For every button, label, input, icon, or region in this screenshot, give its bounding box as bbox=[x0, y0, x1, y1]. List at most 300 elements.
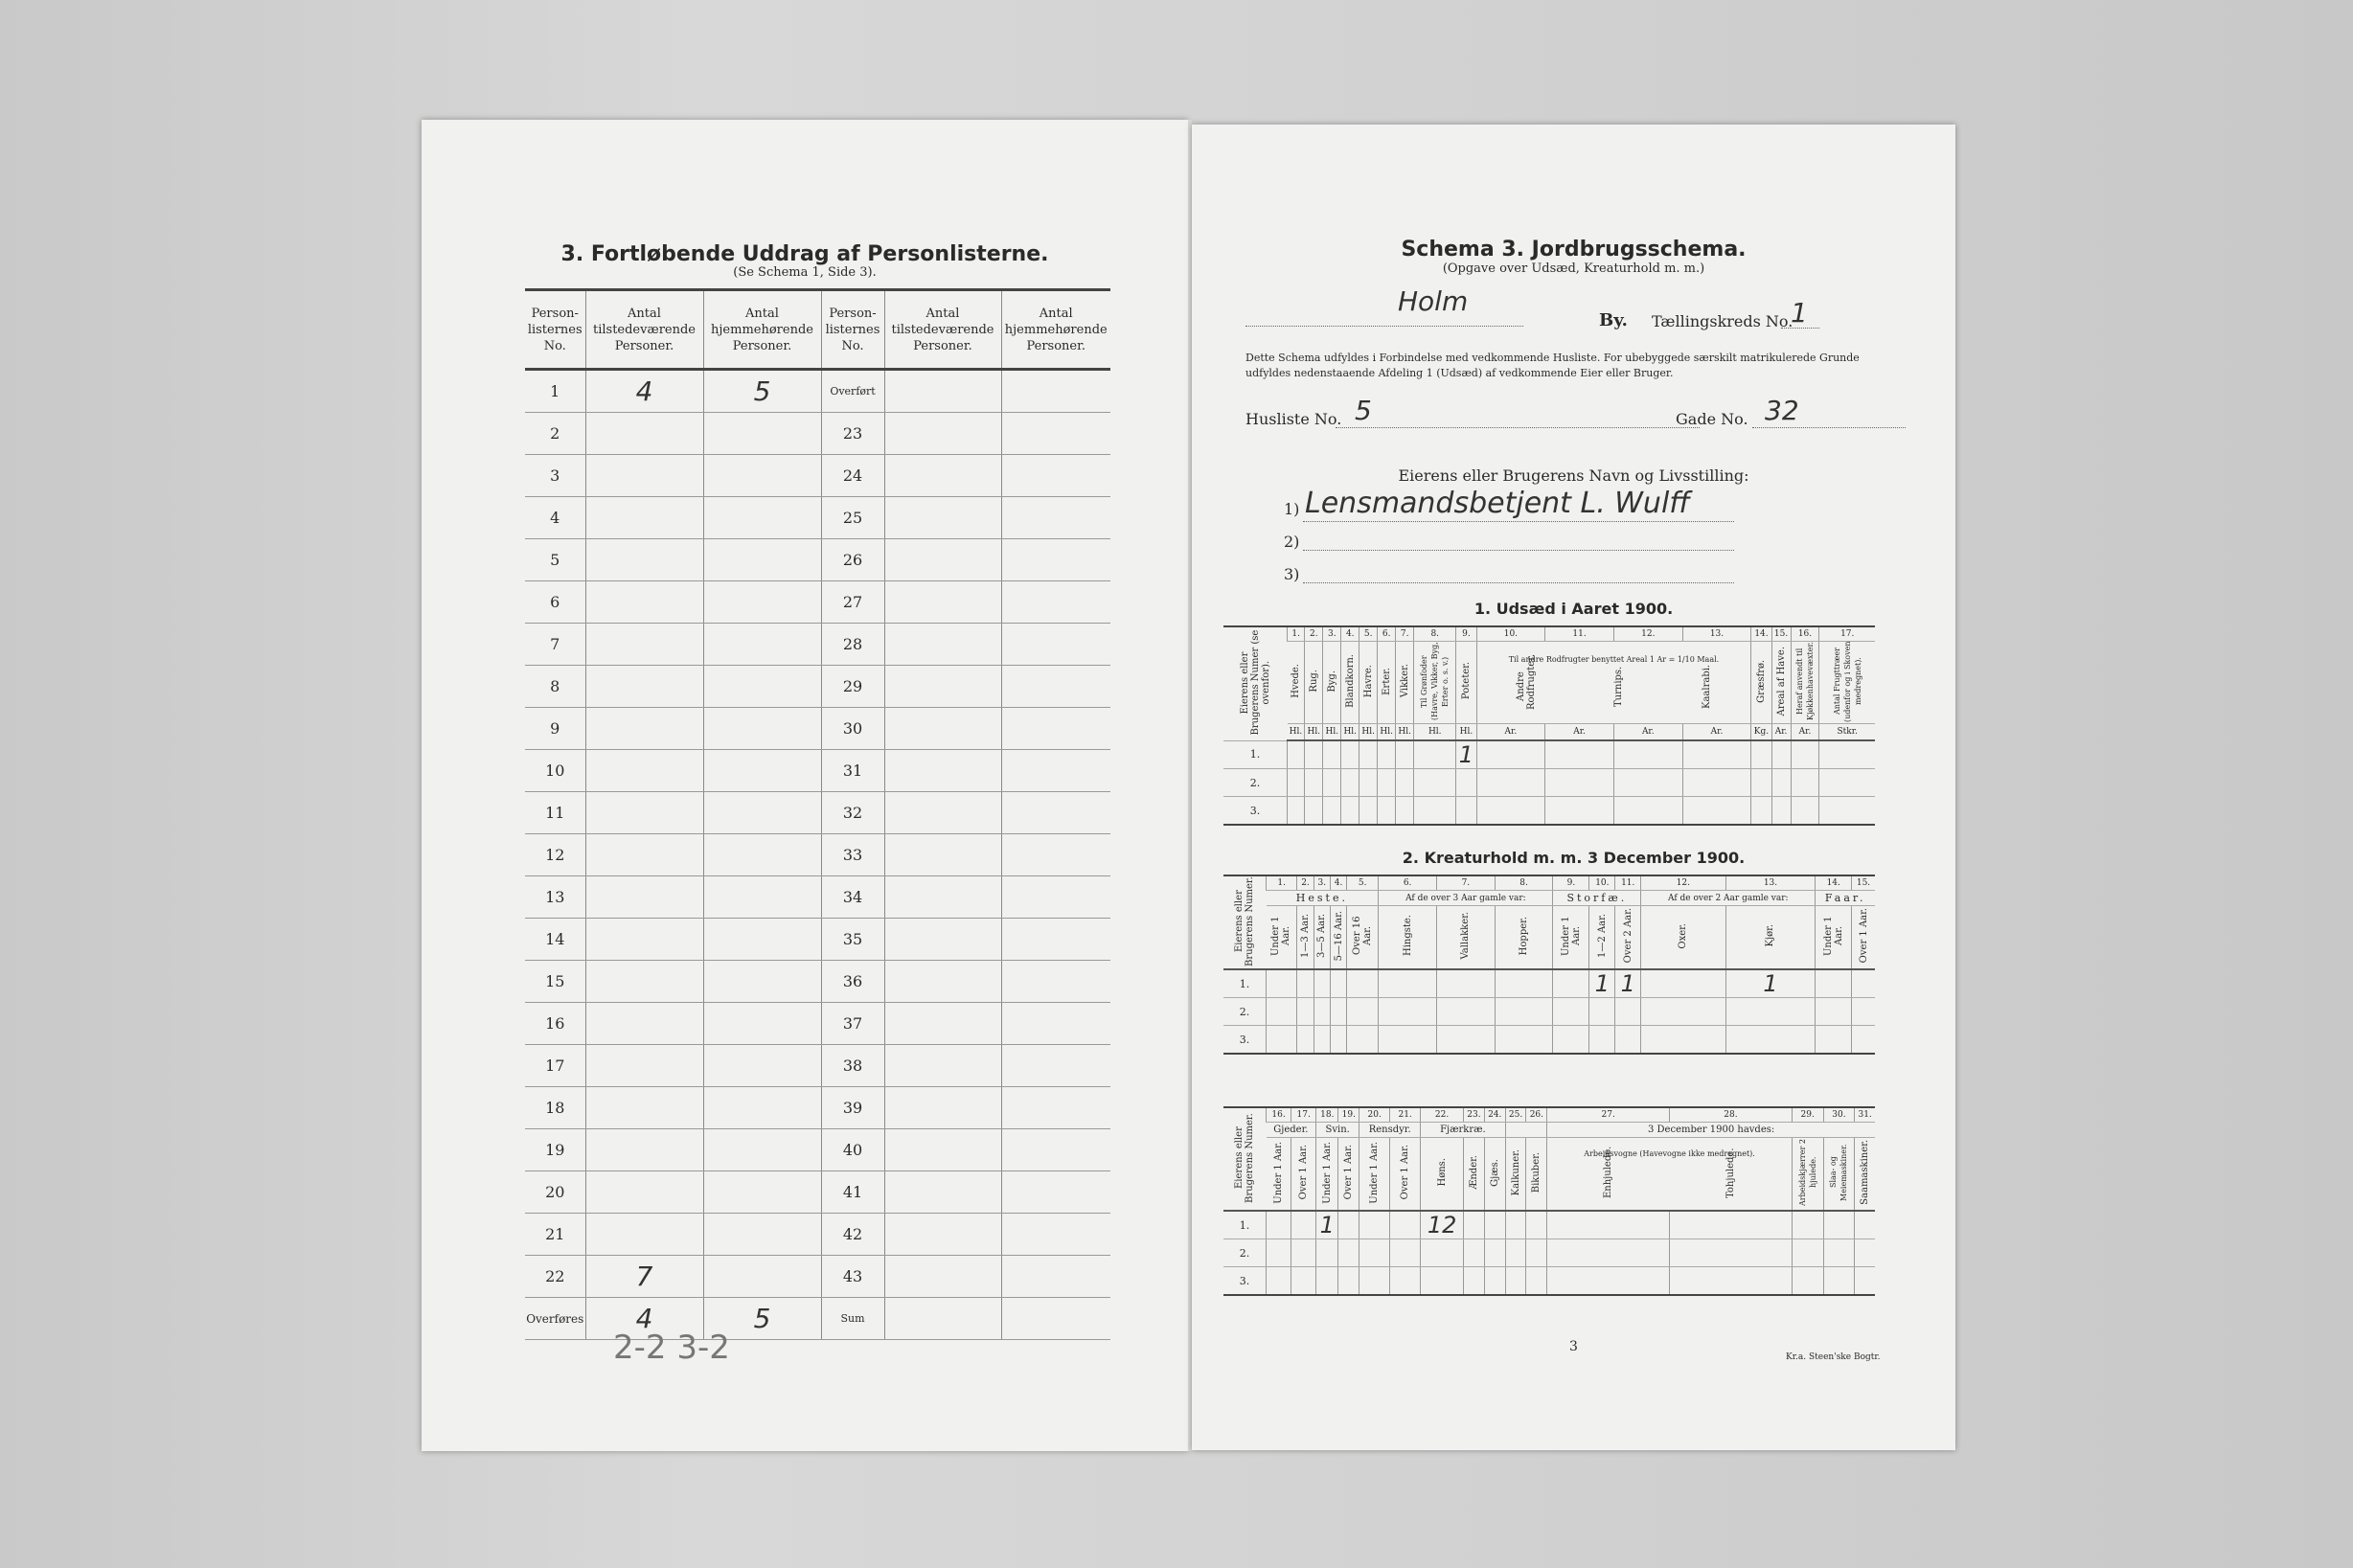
udsaed-cell bbox=[1305, 769, 1323, 797]
person-no-cell: 7 bbox=[525, 624, 585, 666]
group-heste-sub: Af de over 3 Aar gamle var: bbox=[1379, 891, 1553, 906]
left-page-subtitle: (Se Schema 1, Side 3). bbox=[733, 265, 877, 280]
header-person-no-2: Person-listernes No. bbox=[821, 290, 884, 370]
kreaturhold-2-cell bbox=[1547, 1267, 1670, 1296]
kreaturhold-2-col-header bbox=[1484, 1138, 1505, 1212]
present-count-cell-2 bbox=[884, 1003, 1001, 1045]
person-no-cell: 13 bbox=[525, 876, 585, 919]
udsaed-cell bbox=[1476, 797, 1545, 826]
present-count-cell-2 bbox=[884, 413, 1001, 455]
kreaturhold-2-col-number: 25. bbox=[1505, 1107, 1526, 1123]
kreaturhold-cell bbox=[1816, 969, 1852, 998]
table-row bbox=[525, 539, 1110, 581]
resident-count-cell bbox=[703, 792, 821, 834]
printer-mark: Kr.a. Steen'ske Bogtr. bbox=[1786, 1352, 1881, 1362]
resident-count-cell-2 bbox=[1001, 624, 1110, 666]
udsaed-cell bbox=[1819, 769, 1875, 797]
kreaturhold-cell bbox=[1330, 998, 1346, 1026]
kreaturhold-2-col-header bbox=[1390, 1138, 1421, 1212]
kreaturhold-2-col-label: Under 1 Aar. bbox=[1272, 1141, 1284, 1204]
udsaed-cell bbox=[1819, 740, 1875, 769]
udsaed-col-header bbox=[1456, 642, 1476, 724]
kreaturhold-2-cell bbox=[1823, 1211, 1855, 1239]
kreaturhold-cell bbox=[1267, 998, 1297, 1026]
udsaed-col-number: 16. bbox=[1791, 626, 1819, 642]
present-count-cell-2 bbox=[884, 834, 1001, 876]
kreaturhold-2-cell: 12 bbox=[1421, 1211, 1464, 1239]
table-row bbox=[1223, 1026, 1875, 1055]
kreaturhold-2-cell bbox=[1359, 1267, 1390, 1296]
table-row bbox=[525, 834, 1110, 876]
kreaturhold-col-number: 1. bbox=[1267, 875, 1297, 891]
kreaturhold-cell bbox=[1347, 969, 1379, 998]
kreaturhold-2-cell bbox=[1670, 1239, 1793, 1267]
present-count-cell-2 bbox=[884, 876, 1001, 919]
person-no-cell: 12 bbox=[525, 834, 585, 876]
person-no-cell: 9 bbox=[525, 708, 585, 750]
udsaed-cell bbox=[1771, 797, 1791, 826]
kreaturhold-2-cell bbox=[1792, 1211, 1823, 1239]
resident-count-cell bbox=[703, 1045, 821, 1087]
present-count-cell-2 bbox=[884, 919, 1001, 961]
udsaed-cell bbox=[1359, 797, 1378, 826]
udsaed-cell bbox=[1341, 740, 1359, 769]
kreaturhold-2-cell bbox=[1338, 1211, 1359, 1239]
udsaed-col-label: Antal Frugttræer (udenfor og i Skoven medregnet). bbox=[1832, 640, 1862, 722]
kreaturhold-cell bbox=[1267, 1026, 1297, 1055]
kreaturhold-cell bbox=[1314, 969, 1330, 998]
kreaturhold-col-number: 4. bbox=[1330, 875, 1346, 891]
udsaed-cell bbox=[1771, 740, 1791, 769]
table-row bbox=[1223, 797, 1875, 826]
kreaturhold-2-col-number: 28. bbox=[1670, 1107, 1793, 1123]
kreaturhold-2-col-number: 30. bbox=[1823, 1107, 1855, 1123]
present-count-cell-2 bbox=[884, 792, 1001, 834]
owner-label-1: 1) bbox=[1284, 500, 1300, 518]
udsaed-unit: Hl. bbox=[1414, 724, 1456, 741]
kreaturhold-col-label: Under 1 Aar. bbox=[1270, 916, 1292, 956]
kreaturhold-col-header bbox=[1615, 906, 1641, 970]
udsaed-cell bbox=[1359, 769, 1378, 797]
udsaed-col-number: 10. bbox=[1476, 626, 1545, 642]
kreaturhold-2-cell bbox=[1267, 1211, 1291, 1239]
kreaturhold-2-col-header bbox=[1421, 1138, 1464, 1212]
udsaed-cell bbox=[1323, 797, 1341, 826]
row-label: 2. bbox=[1223, 769, 1288, 797]
kreaturhold-cell bbox=[1379, 1026, 1437, 1055]
resident-count-cell-2 bbox=[1001, 876, 1110, 919]
kreaturhold-col-number: 9. bbox=[1553, 875, 1589, 891]
kreaturhold-col-label: 3—5 Aar. bbox=[1316, 914, 1328, 958]
person-no-cell-2: Overført bbox=[821, 370, 884, 413]
kreaturhold-2-cell bbox=[1484, 1267, 1505, 1296]
person-no-cell-2: Sum bbox=[821, 1298, 884, 1340]
udsaed-cell bbox=[1751, 797, 1771, 826]
kreaturhold-col-number: 11. bbox=[1615, 875, 1641, 891]
resident-count-cell bbox=[703, 750, 821, 792]
kreaturhold-2-cell bbox=[1267, 1239, 1291, 1267]
present-count-cell bbox=[585, 876, 703, 919]
kreaturhold-2-body bbox=[1223, 1211, 1875, 1295]
resident-count-cell-2 bbox=[1001, 1087, 1110, 1129]
resident-count-cell bbox=[703, 581, 821, 624]
present-count-cell bbox=[585, 455, 703, 497]
resident-count-cell bbox=[703, 876, 821, 919]
udsaed-col-label: Havre. bbox=[1362, 664, 1374, 698]
udsaed-col-number: 8. bbox=[1414, 626, 1456, 642]
kreaturhold-2-rowhead: Eierens eller Brugerens Numer. bbox=[1223, 1107, 1267, 1211]
udsaed-cell bbox=[1341, 797, 1359, 826]
husliste-value: 5 bbox=[1355, 395, 1372, 426]
kreaturhold-col-label: Oxer. bbox=[1678, 922, 1689, 949]
kreaturhold-2-cell bbox=[1526, 1267, 1547, 1296]
person-no-cell: 8 bbox=[525, 666, 585, 708]
kreaturhold-col-header bbox=[1347, 906, 1379, 970]
resident-count-cell bbox=[703, 961, 821, 1003]
resident-count-cell-2 bbox=[1001, 370, 1110, 413]
resident-count-cell-2 bbox=[1001, 1214, 1110, 1256]
table-row bbox=[525, 1171, 1110, 1214]
present-count-cell bbox=[585, 413, 703, 455]
person-no-cell-2: 36 bbox=[821, 961, 884, 1003]
table-header-row bbox=[525, 290, 1110, 370]
resident-count-cell-2 bbox=[1001, 1045, 1110, 1087]
udsaed-cell bbox=[1359, 740, 1378, 769]
kreaturhold-col-label: Under 1 Aar. bbox=[1822, 916, 1844, 956]
kreaturhold-cell bbox=[1553, 969, 1589, 998]
table-row bbox=[525, 1214, 1110, 1256]
kreaturhold-2-cell: 1 bbox=[1316, 1211, 1338, 1239]
arbeidsvogne-subcol: Tohjulede. bbox=[1725, 1148, 1736, 1198]
kreaturhold-col-label: Over 1 Aar. bbox=[1858, 908, 1869, 964]
owner-line-3 bbox=[1303, 582, 1734, 583]
kreaturhold-2-cell bbox=[1464, 1239, 1485, 1267]
table-row bbox=[525, 708, 1110, 750]
udsaed-col-header bbox=[1305, 642, 1323, 724]
kreaturhold-col-number: 13. bbox=[1725, 875, 1816, 891]
kreaturhold-col-number: 14. bbox=[1816, 875, 1852, 891]
udsaed-cell bbox=[1305, 740, 1323, 769]
row-label: 2. bbox=[1223, 1239, 1267, 1267]
person-no-cell: Overføres bbox=[525, 1298, 585, 1340]
table-row bbox=[525, 624, 1110, 666]
udsaed-unit: Hl. bbox=[1305, 724, 1323, 741]
kreaturhold-2-cell bbox=[1421, 1267, 1464, 1296]
present-count-cell bbox=[585, 666, 703, 708]
present-count-cell-2 bbox=[884, 370, 1001, 413]
kreaturhold-2-cell bbox=[1526, 1239, 1547, 1267]
present-count-cell bbox=[585, 1087, 703, 1129]
kreaturhold-2-cell bbox=[1291, 1239, 1316, 1267]
table-row bbox=[525, 792, 1110, 834]
udsaed-subcol: Turnips. bbox=[1613, 666, 1625, 708]
person-no-cell-2: 42 bbox=[821, 1214, 884, 1256]
kreaturhold-cell bbox=[1314, 1026, 1330, 1055]
kreaturhold-group-row bbox=[1223, 891, 1875, 906]
kreaturhold-2-cell bbox=[1823, 1239, 1855, 1267]
resident-count-cell bbox=[703, 413, 821, 455]
resident-count-cell bbox=[703, 1003, 821, 1045]
present-count-cell bbox=[585, 834, 703, 876]
kreaturhold-col-header bbox=[1314, 906, 1330, 970]
row-label: 1. bbox=[1223, 740, 1288, 769]
kreaturhold-cell bbox=[1267, 969, 1297, 998]
kreaturhold-2-col-number: 16. bbox=[1267, 1107, 1291, 1123]
kreaturhold-2-cell bbox=[1390, 1239, 1421, 1267]
udsaed-cell bbox=[1456, 797, 1476, 826]
kreaturhold-2-cell bbox=[1526, 1211, 1547, 1239]
kreaturhold-col-header bbox=[1437, 906, 1496, 970]
kreaturhold-cell bbox=[1495, 1026, 1553, 1055]
kreaturhold-2-cell bbox=[1464, 1211, 1485, 1239]
person-no-cell-2: 34 bbox=[821, 876, 884, 919]
kreaturhold-col-label: 1—2 Aar. bbox=[1596, 914, 1608, 958]
kreaturhold-2-col-label: Kalkuner. bbox=[1510, 1148, 1521, 1196]
udsaed-cell bbox=[1613, 797, 1682, 826]
udsaed-col-number: 13. bbox=[1682, 626, 1751, 642]
kreaturhold-2-cell bbox=[1855, 1239, 1875, 1267]
present-count-cell bbox=[585, 1214, 703, 1256]
udsaed-unit: Ar. bbox=[1545, 724, 1614, 741]
kreaturhold-2-cell bbox=[1421, 1239, 1464, 1267]
udsaed-cell bbox=[1414, 797, 1456, 826]
udsaed-cell bbox=[1378, 797, 1396, 826]
udsaed-unit: Kg. bbox=[1751, 724, 1771, 741]
udsaed-subcol: Kaalrabi. bbox=[1702, 664, 1713, 710]
present-count-cell-2 bbox=[884, 455, 1001, 497]
person-no-cell: 15 bbox=[525, 961, 585, 1003]
udsaed-col-header bbox=[1476, 642, 1751, 724]
kreaturhold-2-column-headers bbox=[1223, 1138, 1875, 1212]
udsaed-col-header bbox=[1378, 642, 1396, 724]
arbeidsvogne-subcol: Enhjulede. bbox=[1603, 1146, 1614, 1198]
kreaturhold-2-cell bbox=[1823, 1267, 1855, 1296]
person-no-cell: 21 bbox=[525, 1214, 585, 1256]
kreaturhold-2-col-label: Over 1 Aar. bbox=[1400, 1145, 1411, 1200]
udsaed-col-header bbox=[1771, 642, 1791, 724]
udsaed-col-number: 12. bbox=[1613, 626, 1682, 642]
kreaturhold-2-col-number: 18. bbox=[1316, 1107, 1338, 1123]
kreaturhold-2-cell bbox=[1359, 1211, 1390, 1239]
udsaed-body bbox=[1223, 740, 1875, 825]
kreaturhold-2-col-label: Over 1 Aar. bbox=[1343, 1145, 1355, 1200]
resident-count-cell-2 bbox=[1001, 1003, 1110, 1045]
kreaturhold-2-cell bbox=[1338, 1267, 1359, 1296]
person-no-cell-2: 27 bbox=[821, 581, 884, 624]
resident-count-cell-2 bbox=[1001, 1298, 1110, 1340]
kreaturhold-2-cell bbox=[1464, 1267, 1485, 1296]
resident-count-cell-2 bbox=[1001, 497, 1110, 539]
udsaed-col-number: 5. bbox=[1359, 626, 1378, 642]
person-no-cell: 11 bbox=[525, 792, 585, 834]
udsaed-cell bbox=[1791, 797, 1819, 826]
kreaturhold-2-cell bbox=[1484, 1239, 1505, 1267]
udsaed-col-number: 6. bbox=[1378, 626, 1396, 642]
kreaturhold-number-row bbox=[1223, 875, 1875, 891]
kreaturhold-col-number: 3. bbox=[1314, 875, 1330, 891]
udsaed-col-header bbox=[1819, 642, 1875, 724]
group-fjaerkrae: Fjærkræ. bbox=[1421, 1123, 1506, 1138]
person-no-cell-2: 35 bbox=[821, 919, 884, 961]
resident-count-cell-2 bbox=[1001, 413, 1110, 455]
udsaed-col-header bbox=[1751, 642, 1771, 724]
resident-count-cell bbox=[703, 624, 821, 666]
present-count-cell-2 bbox=[884, 961, 1001, 1003]
kreaturhold-2-cell bbox=[1547, 1239, 1670, 1267]
udsaed-cell bbox=[1613, 769, 1682, 797]
kreaturhold-col-number: 5. bbox=[1347, 875, 1379, 891]
udsaed-cell bbox=[1456, 769, 1476, 797]
kreaturhold-2-col-label: Bikuber. bbox=[1531, 1151, 1542, 1193]
kreaturhold-cell bbox=[1297, 969, 1314, 998]
present-count-cell bbox=[585, 961, 703, 1003]
kreaturhold-2-cell bbox=[1792, 1267, 1823, 1296]
header-person-no-1: Person-listernes No. bbox=[525, 290, 585, 370]
person-no-cell-2: 26 bbox=[821, 539, 884, 581]
kreaturhold-2-col-label: Under 1 Aar. bbox=[1369, 1141, 1381, 1204]
kreaturhold-2-col-header bbox=[1823, 1138, 1855, 1212]
table-row bbox=[525, 497, 1110, 539]
kreaturhold-2-table bbox=[1223, 1106, 1875, 1296]
udsaed-unit: Ar. bbox=[1791, 724, 1819, 741]
udsaed-col-number: 1. bbox=[1288, 626, 1305, 642]
person-no-cell: 1 bbox=[525, 370, 585, 413]
city-label: By. bbox=[1599, 310, 1628, 330]
kreaturhold-2-cell bbox=[1792, 1239, 1823, 1267]
kreaturhold-cell bbox=[1641, 969, 1725, 998]
kreaturhold-col-header bbox=[1330, 906, 1346, 970]
kreaturhold-col-header bbox=[1725, 906, 1816, 970]
udsaed-col-label: Blandkorn. bbox=[1344, 654, 1356, 708]
kreaturhold-cell bbox=[1816, 998, 1852, 1026]
person-no-cell: 17 bbox=[525, 1045, 585, 1087]
kreaturhold-cell bbox=[1852, 998, 1875, 1026]
udsaed-cell bbox=[1682, 797, 1751, 826]
present-count-cell bbox=[585, 624, 703, 666]
person-no-cell-2: 28 bbox=[821, 624, 884, 666]
present-count-cell-2 bbox=[884, 1256, 1001, 1298]
kreaturhold-cell bbox=[1589, 998, 1615, 1026]
udsaed-col-label: Vikker. bbox=[1399, 664, 1410, 698]
udsaed-col-header bbox=[1791, 642, 1819, 724]
kreaturhold-cell bbox=[1641, 998, 1725, 1026]
udsaed-cell bbox=[1545, 797, 1614, 826]
resident-count-cell-2 bbox=[1001, 1256, 1110, 1298]
present-count-cell bbox=[585, 539, 703, 581]
udsaed-unit: Hl. bbox=[1396, 724, 1414, 741]
kreaturhold-2-cell bbox=[1505, 1239, 1526, 1267]
udsaed-column-headers bbox=[1223, 642, 1875, 724]
udsaed-col-label: Hvede. bbox=[1290, 664, 1301, 698]
kreaturhold-body bbox=[1223, 969, 1875, 1054]
udsaed-col-number: 3. bbox=[1323, 626, 1341, 642]
kreaturhold-2-col-label: Under 1 Aar. bbox=[1321, 1141, 1333, 1204]
table-row bbox=[1223, 1239, 1875, 1267]
row-label: 3. bbox=[1223, 1026, 1267, 1055]
person-no-cell-2: 37 bbox=[821, 1003, 884, 1045]
resident-count-cell: 5 bbox=[703, 370, 821, 413]
udsaed-cell bbox=[1751, 740, 1771, 769]
kreaturhold-cell bbox=[1330, 1026, 1346, 1055]
person-no-cell-2: 38 bbox=[821, 1045, 884, 1087]
header-resident-1: Antal hjemmehørende Personer. bbox=[703, 290, 821, 370]
kreaturhold-cell: 1 bbox=[1615, 969, 1641, 998]
present-count-cell bbox=[585, 1003, 703, 1045]
present-count-cell-2 bbox=[884, 497, 1001, 539]
kreaturhold-2-col-header bbox=[1464, 1138, 1485, 1212]
kreaturhold-2-col-header bbox=[1291, 1138, 1316, 1212]
section-1-title: 1. Udsæd i Aaret 1900. bbox=[1473, 600, 1674, 618]
udsaed-col-number: 15. bbox=[1771, 626, 1791, 642]
kreaturhold-2-cell bbox=[1390, 1267, 1421, 1296]
kreaturhold-2-col-number: 26. bbox=[1526, 1107, 1547, 1123]
udsaed-cell bbox=[1751, 769, 1771, 797]
group-svin: Svin. bbox=[1316, 1123, 1359, 1138]
present-count-cell-2 bbox=[884, 1087, 1001, 1129]
kreaturhold-cell bbox=[1816, 1026, 1852, 1055]
table-row bbox=[525, 413, 1110, 455]
udsaed-unit: Stkr. bbox=[1819, 724, 1875, 741]
kreds-label: Tællingskreds No. bbox=[1652, 312, 1793, 330]
udsaed-cell bbox=[1396, 769, 1414, 797]
udsaed-col-number: 4. bbox=[1341, 626, 1359, 642]
kreaturhold-cell bbox=[1615, 998, 1641, 1026]
kreaturhold-cell bbox=[1297, 998, 1314, 1026]
udsaed-cell bbox=[1819, 797, 1875, 826]
kreaturhold-cell bbox=[1615, 1026, 1641, 1055]
udsaed-col-header bbox=[1396, 642, 1414, 724]
kreaturhold-2-cell bbox=[1267, 1267, 1291, 1296]
kreaturhold-col-number: 12. bbox=[1641, 875, 1725, 891]
udsaed-col-label: Erter. bbox=[1381, 667, 1392, 695]
kreaturhold-cell bbox=[1589, 1026, 1615, 1055]
kreaturhold-2-cell bbox=[1291, 1211, 1316, 1239]
person-no-cell-2: 31 bbox=[821, 750, 884, 792]
udsaed-col-number: 9. bbox=[1456, 626, 1476, 642]
kreaturhold-cell bbox=[1347, 1026, 1379, 1055]
kreaturhold-2-cell bbox=[1338, 1239, 1359, 1267]
udsaed-unit: Hl. bbox=[1288, 724, 1305, 741]
udsaed-unit: Hl. bbox=[1323, 724, 1341, 741]
present-count-cell bbox=[585, 1045, 703, 1087]
table-row bbox=[1223, 740, 1875, 769]
resident-count-cell-2 bbox=[1001, 834, 1110, 876]
resident-count-cell bbox=[703, 1214, 821, 1256]
person-no-cell-2: 33 bbox=[821, 834, 884, 876]
group-rensdyr: Rensdyr. bbox=[1359, 1123, 1421, 1138]
owner-heading: Eierens eller Brugerens Navn og Livsstilling: bbox=[1398, 466, 1749, 485]
table-row bbox=[1223, 969, 1875, 998]
person-no-cell: 3 bbox=[525, 455, 585, 497]
kreaturhold-2-col-number: 29. bbox=[1792, 1107, 1823, 1123]
udsaed-col-number: 17. bbox=[1819, 626, 1875, 642]
kreaturhold-cell bbox=[1725, 1026, 1816, 1055]
kreaturhold-table bbox=[1223, 875, 1875, 1055]
kreaturhold-col-label: Over 16 Aar. bbox=[1352, 916, 1374, 956]
kreaturhold-2-col-label: Høns. bbox=[1436, 1158, 1448, 1187]
resident-count-cell bbox=[703, 1256, 821, 1298]
table-row bbox=[525, 666, 1110, 708]
right-page-subtitle: (Opgave over Udsæd, Kreaturhold m. m.) bbox=[1442, 261, 1705, 276]
kreaturhold-col-header bbox=[1495, 906, 1553, 970]
kreaturhold-col-label: Over 2 Aar. bbox=[1622, 908, 1633, 964]
resident-count-cell bbox=[703, 919, 821, 961]
resident-count-cell bbox=[703, 539, 821, 581]
right-page bbox=[1192, 125, 1955, 1450]
udsaed-unit: Hl. bbox=[1456, 724, 1476, 741]
udsaed-cell bbox=[1288, 769, 1305, 797]
kreaturhold-2-col-header bbox=[1359, 1138, 1390, 1212]
